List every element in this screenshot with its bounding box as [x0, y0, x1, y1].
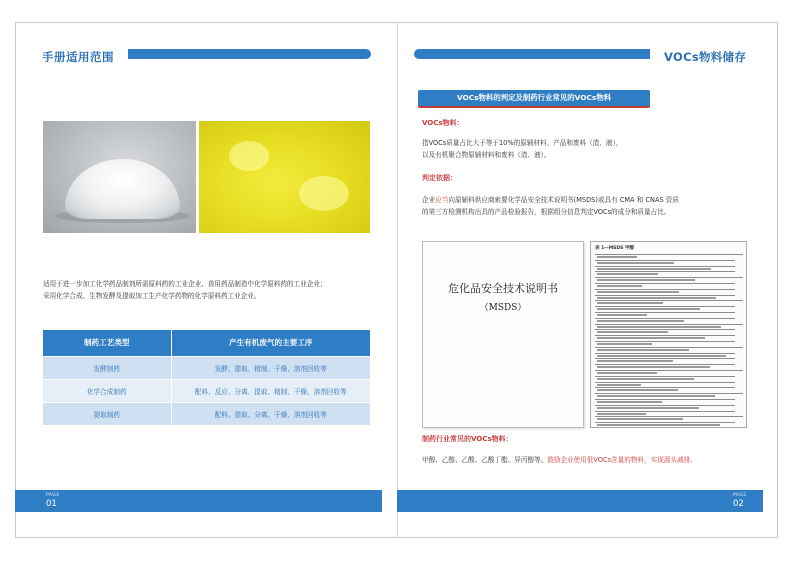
powder-pile: [65, 159, 180, 219]
sheet-text-stroke: [597, 413, 646, 415]
sheet-rule: [595, 370, 743, 371]
msds-cover-subtitle: （MSDS）: [479, 303, 527, 313]
sheet-rule: [595, 353, 735, 354]
scope-line-2: 采用化学合成、生物发酵及提取加工生产化学药物的化学原料药工业企业。: [43, 291, 261, 300]
sheet-text-stroke: [597, 285, 642, 287]
sheet-rule: [595, 289, 735, 290]
sheet-text-stroke: [597, 291, 679, 293]
sheet-rule: [595, 341, 735, 342]
sheet-text-stroke: [597, 297, 716, 299]
sheet-rule: [595, 306, 735, 307]
definition-line-2: 以及有机聚合物原辅材料和废料（渣、液）。: [422, 150, 551, 159]
table-row: [43, 379, 370, 402]
sheet-text-stroke: [597, 256, 637, 258]
sheet-rule: [595, 376, 735, 377]
sheet-rule: [595, 295, 735, 296]
left-header-bar: [128, 49, 371, 59]
common-vocs-list: 甲醇、乙醇、乙酸、乙酸丁酯、异丙醇等。: [422, 456, 548, 464]
definition-line-1: 指VOCs质量占比大于等于10%的原辅材料、产品和废料（渣、液），: [422, 139, 623, 147]
sheet-rule: [595, 283, 735, 284]
table-row: [43, 402, 370, 425]
table-header-process-type: 制药工艺类型: [43, 330, 171, 356]
sheet-rule: [595, 347, 743, 348]
right-header-bar: [414, 49, 650, 59]
left-page-title: 手册适用范围: [42, 50, 114, 64]
sheet-text-stroke: [597, 395, 715, 397]
sheet-rule: [595, 300, 743, 301]
sheet-text-stroke: [597, 366, 710, 368]
heading-vocs-material: VOCs物料：: [422, 119, 464, 127]
sheet-rule: [595, 382, 735, 383]
table-cell: 化学合成制药: [43, 379, 171, 402]
sheet-rule: [595, 422, 735, 423]
sheet-rule: [595, 324, 743, 325]
msds-cover-title: 危化品安全技术说明书: [448, 282, 558, 295]
msds-data-sheet-image: [590, 241, 747, 428]
table-cell: 发酵、提取、精制、干燥、溶剂回收等: [171, 356, 370, 379]
process-table: [43, 330, 370, 425]
table-cell: 配料、反应、分离、提取、精制、干燥、溶剂回收等: [171, 379, 370, 402]
criteria-text: 企业: [422, 196, 436, 204]
sheet-rule: [595, 393, 743, 394]
sheet-rule: [595, 405, 735, 406]
sheet-text-stroke: [597, 308, 700, 310]
sheet-text-stroke: [597, 331, 668, 333]
powder-highlight: [229, 141, 269, 171]
powder-highlight: [299, 176, 349, 211]
criteria-line-1: [422, 195, 747, 207]
sheet-text-stroke: [597, 320, 684, 322]
sheet-rule: [595, 416, 743, 417]
heading-criteria: 判定依据：: [422, 174, 457, 182]
criteria-text: 向原辅料供应商索要化学品安全技术说明书(MSDS)或具有 CMA 和 CNAS 资质: [448, 196, 679, 204]
sheet-rule: [595, 271, 735, 272]
table-row: [43, 356, 370, 379]
sheet-text-stroke: [597, 378, 694, 380]
section-title-bar: VOCs物料的判定及制药行业常见的VOCs物料: [418, 90, 650, 106]
sheet-rule: [595, 260, 735, 261]
sheet-text-stroke: [597, 372, 657, 374]
sheet-rule: [595, 254, 743, 255]
sheet-text-stroke: [597, 314, 647, 316]
sheet-text-stroke: [597, 262, 674, 264]
right-footer-bar: [397, 490, 763, 512]
sheet-text-stroke: [597, 349, 689, 351]
table-cell: 发酵制药: [43, 356, 171, 379]
table-header-main-steps: 产生有机废气的主要工序: [171, 330, 370, 356]
page-label: PAGE: [733, 493, 747, 498]
sheet-rule: [595, 411, 735, 412]
yellow-powder-photo: [199, 121, 370, 233]
left-footer-bar: [15, 490, 382, 512]
sheet-text-stroke: [597, 389, 678, 391]
sheet-rule: [595, 358, 735, 359]
sheet-rule: [595, 335, 735, 336]
sheet-rule: [595, 266, 735, 267]
scope-line-1: 适用于进一步加工化学药品制剂所需原料药的工业企业、兽用药品制造中化学原料药的工业企业；: [43, 280, 327, 288]
heading-common-vocs: 制药行业常见的VOCs物料：: [422, 435, 513, 443]
table-header-row: [43, 330, 370, 356]
sheet-rule: [595, 399, 735, 400]
sheet-text-stroke: [597, 424, 720, 426]
sheet-text-stroke: [597, 355, 726, 357]
sheet-rule: [595, 329, 735, 330]
sheet-rule: [595, 387, 735, 388]
criteria-paragraph: [422, 195, 747, 218]
msds-cover-image: [422, 241, 584, 428]
sheet-rule: [595, 312, 735, 313]
sheet-text-stroke: [597, 302, 663, 304]
sheet-text-stroke: [597, 268, 711, 270]
sheet-rule: [595, 277, 743, 278]
criteria-line-2: 的第三方检测机构出具的产品检验报告，根据组分信息判定VOCs的成分和质量占比。: [422, 207, 671, 216]
page-label: PAGE: [46, 493, 60, 498]
sheet-text-stroke: [597, 401, 662, 403]
sheet-text-stroke: [597, 343, 652, 345]
criteria-emphasis: 应当: [435, 196, 449, 204]
reduction-encouragement: 鼓励企业使用低VOCs含量的物料，实现源头减排。: [547, 456, 697, 464]
page-spine: [397, 23, 398, 537]
page-number: 02: [733, 499, 744, 509]
common-vocs-paragraph: [422, 455, 747, 467]
sheet-text-stroke: [597, 384, 641, 386]
sheet-rule: [595, 318, 735, 319]
right-page-title: VOCs物料储存: [664, 50, 747, 64]
sheet-text-stroke: [597, 279, 695, 281]
table-cell: 提取制药: [43, 402, 171, 425]
sheet-text-stroke: [597, 273, 658, 275]
sheet-text-stroke: [597, 418, 683, 420]
vocs-definition-paragraph: [422, 138, 747, 161]
scope-paragraph: [43, 279, 373, 302]
brochure-spread: [15, 22, 778, 538]
sheet-text-stroke: [597, 407, 699, 409]
msds-sheet-header: 表 1—MSDS 甲醇: [595, 246, 634, 251]
table-cell: 配料、提取、分离、干燥、溶剂回收等: [171, 402, 370, 425]
white-powder-photo: [43, 121, 196, 233]
sheet-text-stroke: [597, 360, 673, 362]
sheet-text-stroke: [597, 326, 721, 328]
sheet-text-stroke: [597, 337, 705, 339]
page-number: 01: [46, 499, 57, 509]
sheet-rule: [595, 364, 735, 365]
